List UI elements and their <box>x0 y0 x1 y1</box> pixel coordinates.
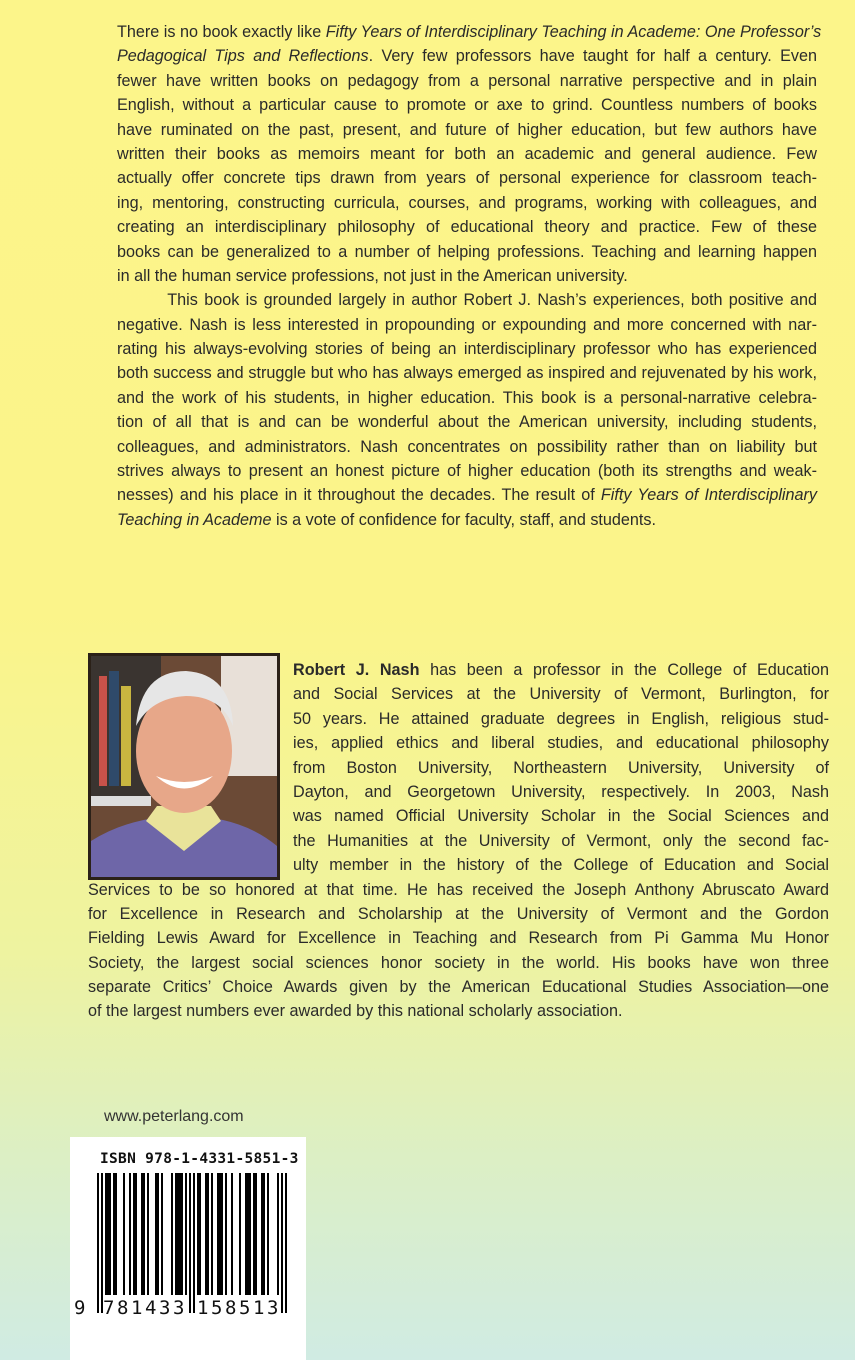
text-segment: has been a professor in the College of Education <box>419 661 830 679</box>
blurb-text <box>117 20 822 532</box>
barcode-bar <box>263 1173 265 1295</box>
author-name: Robert J. Nash <box>293 661 420 679</box>
barcode-bar <box>217 1173 219 1295</box>
barcode-bar <box>135 1173 137 1295</box>
blurb-line <box>117 361 817 385</box>
blurb-line <box>117 337 817 361</box>
barcode-bar <box>101 1173 103 1313</box>
author-bio <box>88 658 829 1024</box>
barcode-bar <box>133 1173 135 1295</box>
blurb-line <box>117 459 817 483</box>
barcode-bar <box>249 1173 251 1295</box>
barcode-digit: 3 <box>173 1297 185 1319</box>
text-segment: . Very few professors have taught for half a century. Even <box>368 47 818 66</box>
text-segment: fewer have written books on pedagogy from a personal narrative perspective and in plain <box>117 71 817 90</box>
barcode-bar <box>277 1173 279 1295</box>
barcode-bar <box>175 1173 177 1295</box>
barcode-digit: 4 <box>145 1297 157 1319</box>
text-segment: in all the human service professions, not just in the American university. <box>117 266 628 285</box>
bio-line: from Boston University, Northeastern University, University of <box>293 758 829 777</box>
barcode-digit: 5 <box>239 1297 251 1319</box>
barcode-bar <box>219 1173 221 1295</box>
barcode-bar <box>261 1173 263 1295</box>
barcode-bar <box>189 1173 191 1313</box>
barcode-digit: 1 <box>197 1297 209 1319</box>
barcode-digit: 5 <box>211 1297 223 1319</box>
barcode-bar <box>231 1173 233 1295</box>
blurb-line <box>117 264 817 288</box>
text-segment: and the work of his students, in higher education. This book is a personal-narrative celebra- <box>117 388 817 407</box>
barcode-bar <box>255 1173 257 1295</box>
blurb-line <box>117 386 817 410</box>
blurb-line <box>117 483 817 507</box>
barcode-bar <box>109 1173 111 1295</box>
barcode-bar <box>207 1173 209 1295</box>
barcode-bar <box>267 1173 269 1295</box>
bio-line: and Social Services at the University of Vermont, Burlington, for <box>293 685 829 704</box>
blurb-line <box>117 44 817 68</box>
text-segment: nesses) and his place in it throughout the decades. The result of <box>117 486 601 505</box>
barcode-bar <box>197 1173 199 1295</box>
book-title-italic: Pedagogical Tips and Reflections <box>117 47 369 66</box>
barcode-digit: 7 <box>103 1297 115 1319</box>
barcode-bars <box>97 1173 287 1313</box>
blurb-line <box>117 435 817 459</box>
text-segment: actually offer concrete tips drawn from years of personal experience for classroom teach- <box>117 169 817 188</box>
bio-line: ulty member in the history of the College of Education and Social <box>293 856 829 875</box>
bio-line: of the largest numbers ever awarded by this national scholarly association. <box>88 1002 623 1021</box>
barcode-bar <box>181 1173 183 1295</box>
barcode-bar <box>193 1173 195 1313</box>
barcode-bar <box>253 1173 255 1295</box>
text-segment: There is no book exactly like <box>117 23 326 41</box>
text-segment: English, without a particular cause to promote or axe to grind. Countless numbers of books <box>117 96 817 115</box>
barcode-bar <box>115 1173 117 1295</box>
barcode-bar <box>205 1173 207 1295</box>
book-title-italic: Fifty Years of Interdisciplinary <box>600 486 817 505</box>
blurb-line <box>117 20 822 44</box>
barcode-bar <box>221 1173 223 1295</box>
barcode-bar <box>105 1173 107 1295</box>
text-segment: have ruminated on the past, present, and future of higher education, but few authors have <box>117 120 817 139</box>
barcode-bar <box>141 1173 143 1295</box>
text-segment: is a vote of confidence for faculty, staff, and students. <box>271 510 657 529</box>
blurb-line <box>117 69 817 93</box>
text-segment: strives always to present an honest picture of higher education (both its strengths and weak- <box>117 462 817 481</box>
isbn-label: ISBN 978-1-4331-5851-3 <box>100 1151 299 1167</box>
text-segment: ing, mentoring, constructing curricula, courses, and programs, working with colleagues, and <box>117 193 817 212</box>
bio-line: 50 years. He attained graduate degrees in English, religious stud- <box>293 709 829 728</box>
barcode-bar <box>113 1173 115 1295</box>
barcode-digit: 1 <box>131 1297 143 1319</box>
barcode-bar <box>211 1173 213 1295</box>
blurb-line <box>117 508 817 532</box>
barcode-digit: 3 <box>159 1297 171 1319</box>
publisher-url[interactable]: www.peterlang.com <box>104 1108 244 1125</box>
bio-line: Dayton, and Georgetown University, respectively. In 2003, Nash <box>293 782 829 801</box>
text-segment: negative. Nash is less interested in propounding or expounding and more concerned with nar- <box>117 315 817 334</box>
barcode-digit: 3 <box>267 1297 279 1319</box>
bio-line: was named Official University Scholar in the Social Sciences and <box>293 807 829 826</box>
blurb-line <box>117 191 817 215</box>
bio-line: Society, the largest social sciences honor society in the world. His books have won three <box>88 953 829 972</box>
barcode-digit: 9 <box>74 1297 86 1319</box>
bio-line: for Excellence in Research and Scholarship at the University of Vermont and the Gordon <box>88 904 829 923</box>
barcode-digit: 1 <box>253 1297 265 1319</box>
barcode-bar <box>179 1173 181 1295</box>
text-segment: This book is grounded largely in author Robert J. Nash’s experiences, both positive and <box>117 291 817 310</box>
barcode-bar <box>143 1173 145 1295</box>
text-segment: colleagues, and administrators. Nash concentrates on possibility rather than on liability but <box>117 437 817 456</box>
barcode-bar <box>177 1173 179 1295</box>
barcode-bar <box>129 1173 131 1295</box>
barcode-bar <box>161 1173 163 1295</box>
barcode-digit: 8 <box>117 1297 129 1319</box>
blurb-line <box>117 118 817 142</box>
barcode-bar <box>281 1173 283 1313</box>
text-segment: both success and struggle but who has always emerged as inspired and rejuvenated by his work, <box>117 364 817 383</box>
blurb-line <box>117 288 817 312</box>
barcode-bar <box>285 1173 287 1313</box>
barcode-bar <box>199 1173 201 1295</box>
blurb-line <box>117 410 817 434</box>
barcode-bar <box>245 1173 247 1295</box>
bio-line: Services to be so honored at that time. He has received the Joseph Anthony Abruscato Award <box>88 880 829 899</box>
barcode-bar <box>155 1173 157 1295</box>
bio-line <box>293 658 829 682</box>
bio-line: the Humanities at the University of Vermont, only the second fac- <box>293 831 829 850</box>
blurb-line <box>117 313 817 337</box>
barcode-bar <box>97 1173 99 1313</box>
barcode-bar <box>239 1173 241 1295</box>
barcode-bar <box>123 1173 125 1295</box>
book-title-italic: Fifty Years of Interdisciplinary Teaching in Academe: One Professor’s <box>325 23 822 41</box>
text-segment: books can be generalized to a number of helping professions. Teaching and learning happen <box>117 242 817 261</box>
isbn-barcode <box>70 1137 306 1360</box>
bio-line: Fielding Lewis Award for Excellence in Teaching and Research from Pi Gamma Mu Honor <box>88 929 829 948</box>
bio-line: ies, applied ethics and liberal studies, and educational philosophy <box>293 734 829 753</box>
text-segment: rating his always-evolving stories of being an interdisciplinary professor who has experienced <box>117 340 817 359</box>
blurb-line <box>117 93 817 117</box>
book-title-italic: Teaching in Academe <box>117 510 272 529</box>
barcode-bar <box>225 1173 227 1295</box>
barcode-digit: 8 <box>225 1297 237 1319</box>
bio-line: separate Critics’ Choice Awards given by the American Educational Studies Association—one <box>88 978 829 997</box>
blurb-line <box>117 215 817 239</box>
blurb-line <box>117 240 817 264</box>
barcode-bar <box>157 1173 159 1295</box>
text-segment: creating an interdisciplinary philosophy of educational theory and practice. Few of these <box>117 218 817 237</box>
barcode-bar <box>185 1173 187 1295</box>
barcode-bar <box>147 1173 149 1295</box>
barcode-bar <box>247 1173 249 1295</box>
text-segment: tion of all that is and can be wonderful about the American university, including students, <box>117 413 817 432</box>
blurb-line <box>117 142 817 166</box>
text-segment: written their books as memoirs meant for both an academic and general audience. Few <box>117 144 817 163</box>
barcode-bar <box>107 1173 109 1295</box>
blurb-line <box>117 166 817 190</box>
barcode-bar <box>171 1173 173 1295</box>
